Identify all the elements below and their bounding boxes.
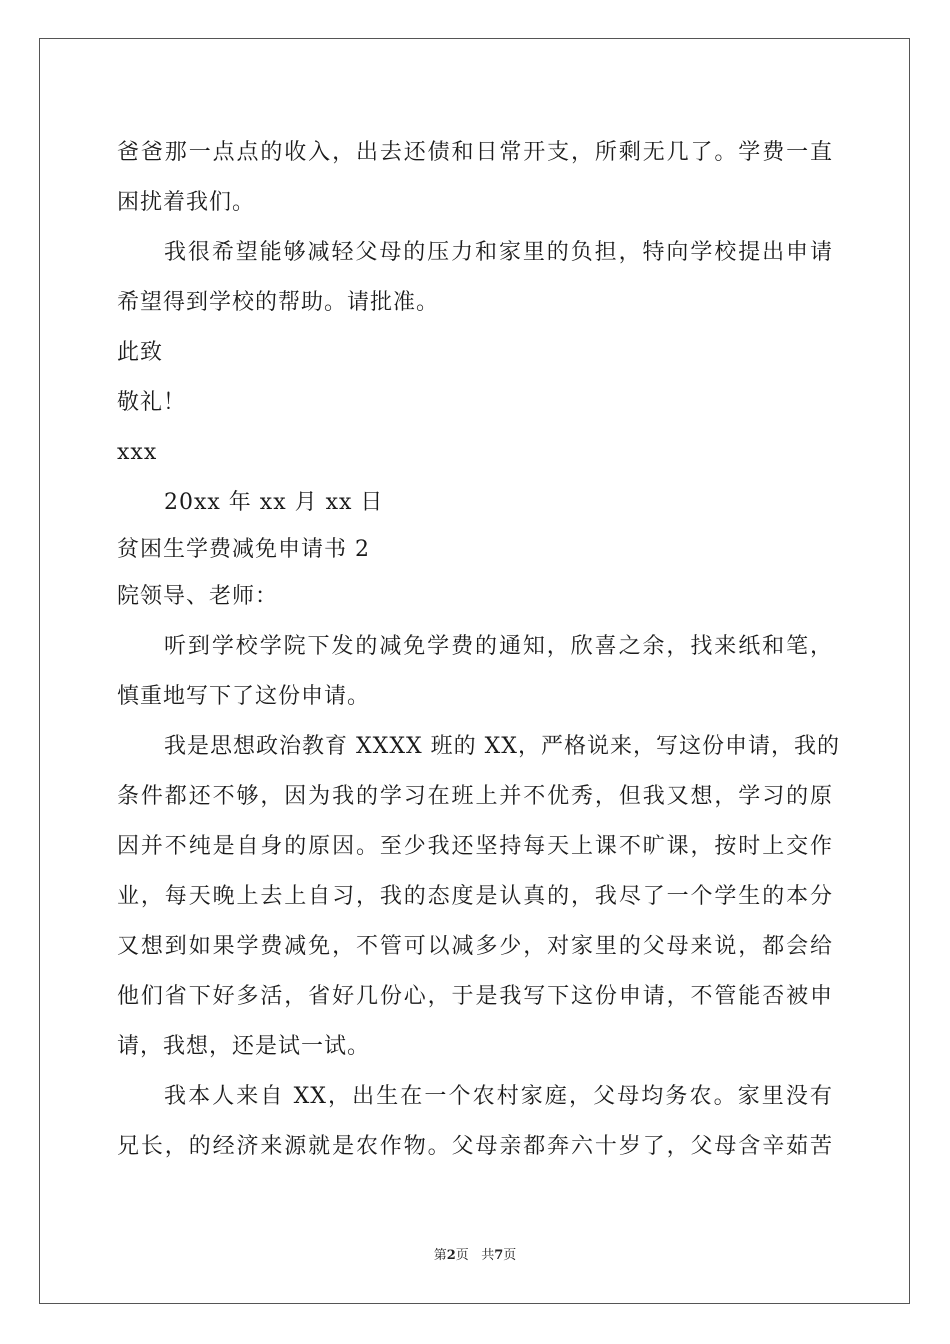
- page-number-prefix: 第: [433, 1248, 447, 1263]
- page-total: 7: [494, 1248, 504, 1263]
- paragraph-line: 请，我想，还是试一试。: [117, 1034, 371, 1059]
- paragraph-line: 我是思想政治教育 XXXX 班的 XX，严格说来，写这份申请，我的: [164, 734, 840, 759]
- paragraph-line: 业，每天晚上去上自习，我的态度是认真的，我尽了一个学生的本分: [117, 884, 833, 909]
- page-footer: [0, 1244, 950, 1263]
- page-total-prefix: 共: [481, 1248, 495, 1263]
- paragraph-line: 他们省下好多活，省好几份心，于是我写下这份申请，不管能否被申: [117, 984, 833, 1009]
- paragraph-line: 又想到如果学费减免，不管可以减多少，对家里的父母来说，都会给: [117, 934, 833, 959]
- closing-line: 此致: [117, 340, 164, 365]
- paragraph-line: 因并不纯是自身的原因。至少我还坚持每天上课不旷课，按时上交作: [117, 834, 833, 859]
- paragraph-line: 希望得到学校的帮助。请批准。: [117, 290, 440, 315]
- letter-date: 20xx 年 xx 月 xx 日: [164, 490, 384, 515]
- paragraph-line: 我本人来自 XX，出生在一个农村家庭，父母均务农。家里没有: [164, 1084, 833, 1109]
- paragraph-line: 慎重地写下了这份申请。: [117, 684, 371, 709]
- paragraph-line: 我很希望能够减轻父母的压力和家里的负担，特向学校提出申请: [164, 240, 833, 265]
- document-body: [117, 128, 840, 1172]
- paragraph-line: 困扰着我们。: [117, 190, 256, 215]
- closing-line: 敬礼！: [117, 390, 187, 415]
- paragraph-line: 爸爸那一点点的收入，出去还债和日常开支，所剩无几了。学费一直: [117, 140, 833, 165]
- page-number-current: 2: [446, 1248, 456, 1263]
- paragraph-line: 听到学校学院下发的减免学费的通知，欣喜之余，找来纸和笔，: [164, 634, 833, 659]
- page-total-suffix: 页: [503, 1248, 517, 1263]
- paragraph-line: 条件都还不够，因为我的学习在班上并不优秀，但我又想，学习的原: [117, 784, 833, 809]
- paragraph-line: 兄长，的经济来源就是农作物。父母亲都奔六十岁了，父母含辛茹苦: [117, 1134, 833, 1159]
- signer-name: xxx: [117, 440, 158, 465]
- section-title: 贫困生学费减免申请书 2: [117, 537, 370, 562]
- salutation: 院领导、老师：: [117, 584, 279, 609]
- page-number-suffix: 页: [455, 1248, 469, 1263]
